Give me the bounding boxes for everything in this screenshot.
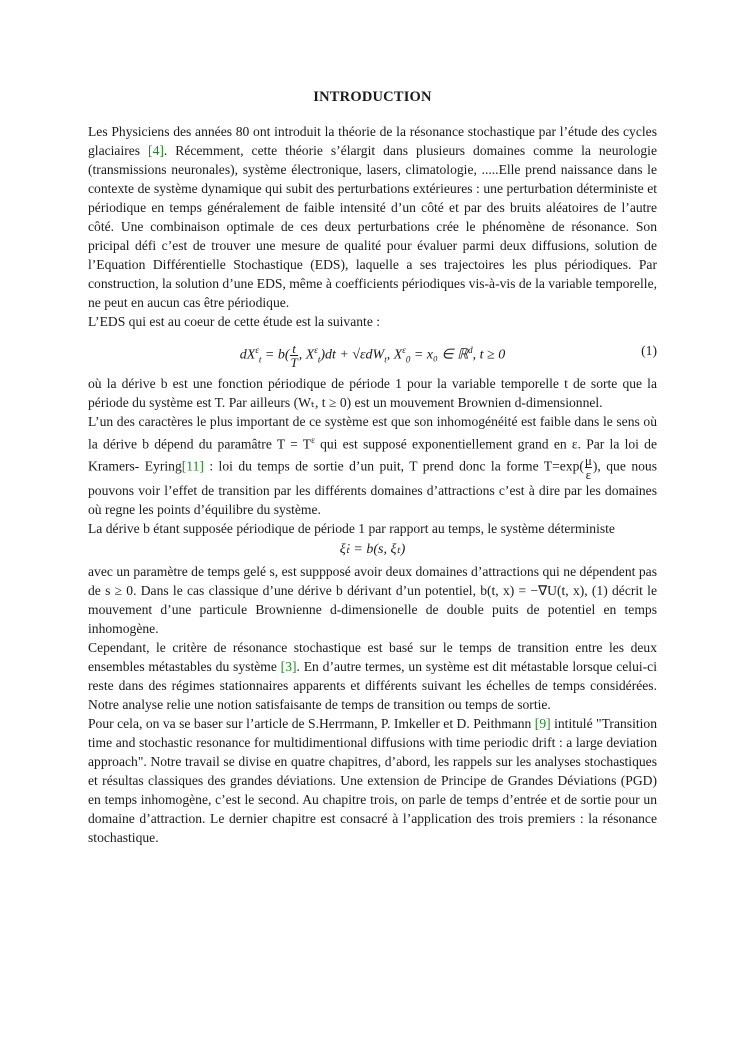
text: Pour cela, on va se baser sur l’article de S.Herrmann, P. Imkeller et D. Peithmann xyxy=(88,715,535,731)
text: . Récemment, cette théorie s’élargit dans plusieurs domaines comme la neurologie (transmissions neuronales), système électronique, lasers, climatologie, .....Elle prend naissance dans le contexte de système dynamique qui subit des perturbations extérieures : une perturbation déterministe et périodique en temps généralement de faible intensité d’un côté et par des bruits aléatoires de l’autre côté. Une combinaison optimale de ces deux perturbations crée le phénomène de résonance. Son pricipal défi c’est de trouver une mesure de qualité pour évaluer parmi deux diffusions, solution de l’Equation Différentielle Stochastique (EDS), laquelle a ses trajectoires les plus périodiques. Par construction, la solution d’une EDS, même à coefficients périodiques vis-à-vis de la variable temporelle, ne peut en aucun cas être périodique. xyxy=(88,143,658,310)
fraction xyxy=(290,342,297,369)
text: : loi du temps de sortie d’un puit, T prend donc la forme T=exp( xyxy=(203,458,584,474)
eq-sup: ε xyxy=(255,345,259,355)
fraction-numerator: μ xyxy=(584,452,592,468)
equation-number: (1) xyxy=(641,343,657,358)
eq-part: dX xyxy=(239,347,256,363)
fraction-denominator: ε xyxy=(585,466,592,482)
paragraph-3: où la dérive b est une fonction périodique de période 1 pour la variable temporelle t de sorte que la période du système est T. Par ailleurs (Wₜ, t ≥ 0) est un mouvement Brownien d-dimensionnel. xyxy=(88,376,657,410)
paragraph-4 xyxy=(88,412,657,519)
eq-part: , X xyxy=(298,347,315,363)
text: ), que nous pouvons voir l’effet de transition par les différents domaines d’attractions c’est à dire par les domaines où regne les points d’équilibre du système. xyxy=(88,458,657,517)
paragraph-2: L’EDS qui est au coeur de cette étude est la suivante : xyxy=(88,314,381,329)
eq-sub: t xyxy=(384,354,387,365)
eq-sub: t xyxy=(258,354,262,365)
text: . En d’autre termes, un système est dit métastable lorsque celui-ci reste dans des régimes stationnaires apparents et différents suivant les échelles de temps considérées. Notre analyse relie une notion satisfaisante de temps de transition ou temps de sortie. xyxy=(88,658,657,712)
citation-link[interactable]: [9] xyxy=(534,715,551,731)
eq-sub: t xyxy=(317,354,321,365)
fraction-numerator: t xyxy=(292,340,296,356)
text: Les Physiciens des années 80 ont introduit la théorie de la résonance stochastique par l’étude des cycles glaciaires xyxy=(88,124,657,158)
body-text xyxy=(88,122,657,847)
eq-part: )dt + √εdW xyxy=(320,347,385,363)
text: intitulé "Transition time and stochastic resonance for multidimentional diffusions with time periodic drift : a large deviation approach". Notre travail se divise en quatre chapitres, d’abord, les rappels sur les analyses stochastiques et résultas classiques des grandes déviations. Une extension de Principe de Grandes Déviations (PGD) en temps inhomogène, c’est le second. Au chapitre trois, on parle de temps d’entrée et de sortie pour un domaine d’attraction. Le dernier chapitre est consacré à l’application des trois premiers : la résonance stochastique. xyxy=(88,715,657,845)
page-title: INTRODUCTION xyxy=(313,89,432,105)
citation-link[interactable]: [4] xyxy=(148,143,164,158)
text: L’un des caractères le plus important de ce système est que son inhomogénéité est faible dans le sens où la dérive b dépend du paramâtre T = T xyxy=(88,414,657,452)
text: qui est supposé exponentiellement grand en ε. Par la loi de Kramers- Eyring xyxy=(88,436,657,474)
eq-sup: d xyxy=(468,345,473,355)
fraction-denominator: T xyxy=(290,354,298,370)
citation-link[interactable]: [11] xyxy=(181,458,204,474)
eq-sup: ε xyxy=(402,345,406,355)
paragraph-1 xyxy=(88,122,657,312)
citation-link[interactable]: [3] xyxy=(280,658,297,674)
equation-2: ξ̇ₜ = b(s, ξₜ) xyxy=(339,541,406,557)
equation-1 xyxy=(88,333,657,373)
paragraph-5: La dérive b étant supposée périodique de période 1 par rapport au temps, le système déterministe xyxy=(88,520,615,536)
eq-sup: ε xyxy=(311,435,315,445)
eq-sup: ε xyxy=(314,345,318,355)
eq-part: = x₀ ∈ ℝ xyxy=(410,347,469,363)
paragraph-8 xyxy=(88,714,657,847)
eq-part: = b( xyxy=(261,347,290,363)
fraction xyxy=(585,454,592,481)
eq-part: , t ≥ 0 xyxy=(472,347,506,363)
paragraph-7 xyxy=(88,638,657,714)
eq-part: , X xyxy=(386,347,403,363)
text: Cependant, le critère de résonance stochastique est basé sur le temps de transition entre les deux ensembles métastables du système xyxy=(88,639,657,674)
eq-sub: 0 xyxy=(405,354,411,365)
paragraph-6: avec un paramètre de temps gelé s, est suppposé avoir deux domaines d’attractions qui ne dépendent pas de s ≥ 0. Dans le cas classique d’une dérive b dérivant d’un potentiel, b(t, x) = −∇U(t, x), (1) décrit le mouvement d’une particule Brownienne d-dimensionelle de double puits de potentiel en temps inhomogène. xyxy=(88,563,657,636)
equation-expression xyxy=(88,341,657,369)
